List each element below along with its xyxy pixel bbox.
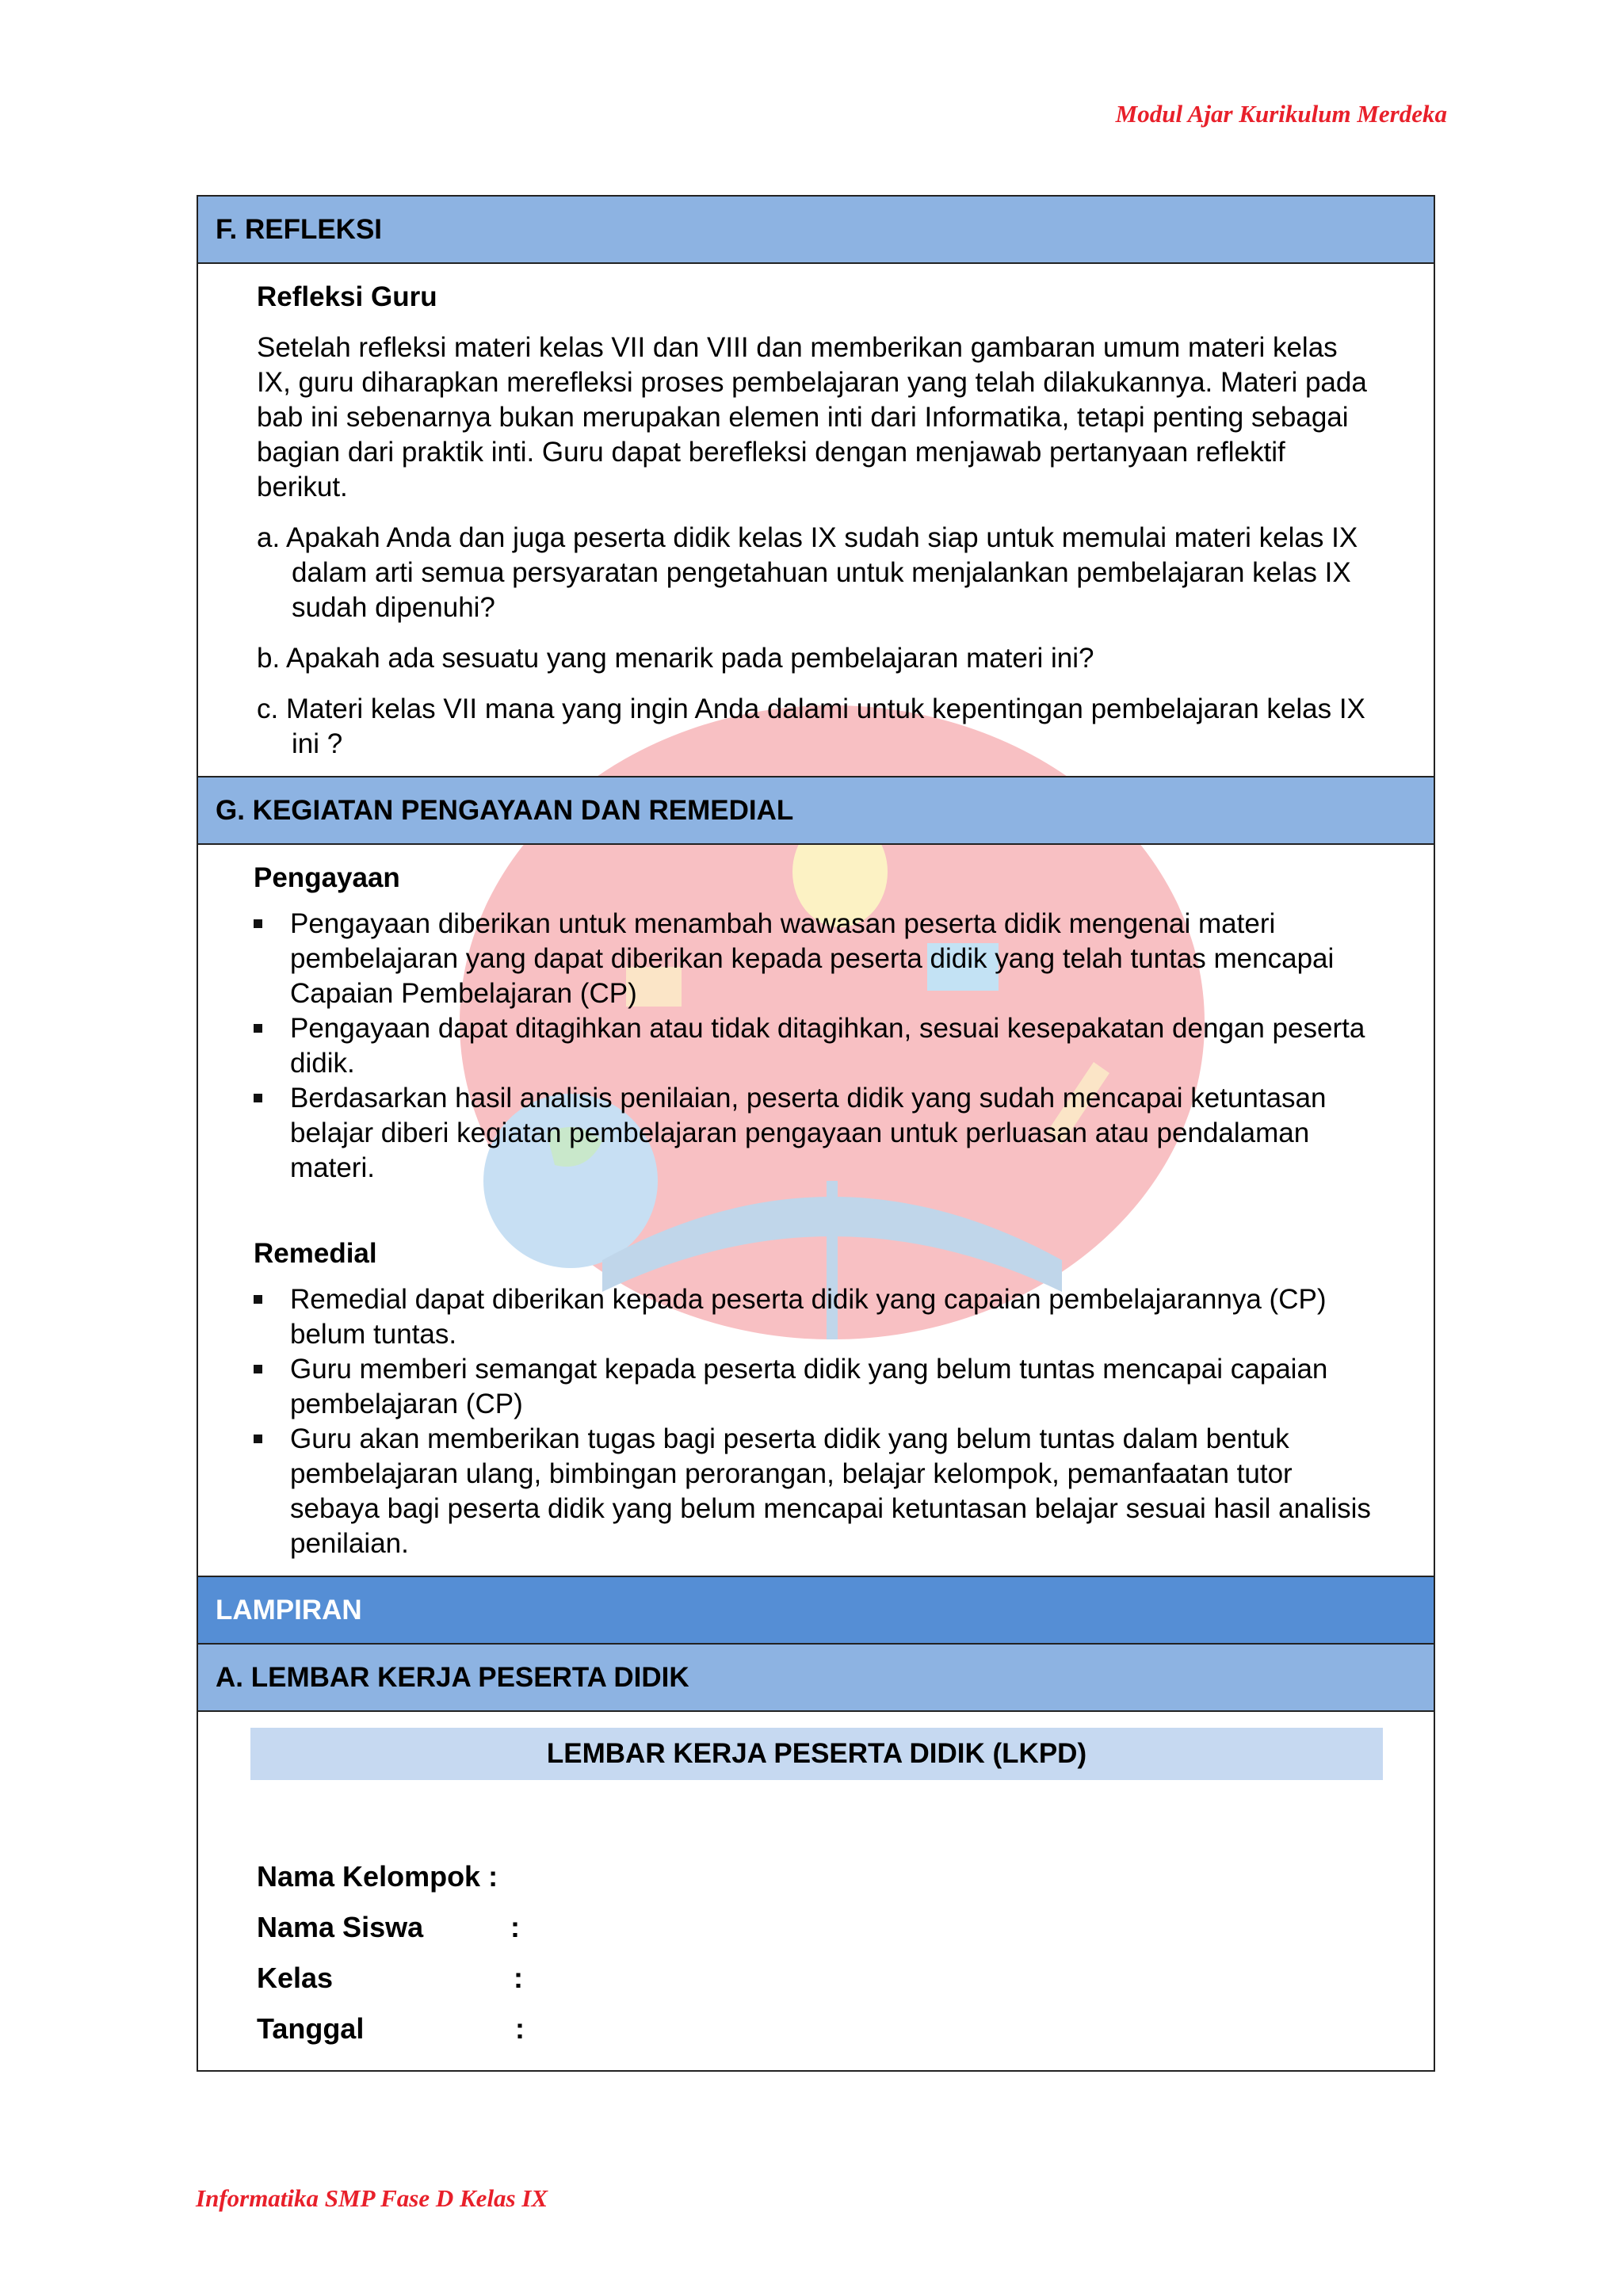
field-tanggal — [257, 2004, 1383, 2054]
pengayaan-remedial-heading: G. KEGIATAN PENGAYAAN DAN REMEDIAL — [198, 777, 1434, 845]
pengayaan-remedial-body — [198, 845, 1434, 1577]
page-footer-title: Informatika SMP Fase D Kelas IX — [196, 2184, 548, 2212]
pengayaan-item: Pengayaan diberikan untuk menambah wawasan peserta didik mengenai materi pembelajaran yang dapat diberikan kepada peserta didik yang telah tuntas mencapai Capaian Pembelajaran (CP) — [254, 907, 1378, 1011]
field-colon: : — [510, 1911, 520, 1943]
field-nama-siswa — [257, 1902, 1383, 1953]
lkpd-title-bar: LEMBAR KERJA PESERTA DIDIK (LKPD) — [250, 1728, 1383, 1780]
field-label: Nama Kelompok — [257, 1860, 481, 1893]
lkpd-section-heading: A. LEMBAR KERJA PESERTA DIDIK — [198, 1645, 1434, 1712]
refleksi-question: a. Apakah Anda dan juga peserta didik kelas IX sudah siap untuk memulai materi kelas IX dalam arti semua persyaratan pengetahuan untuk menjalankan pembelajaran kelas IX sudah dipenuhi? — [257, 522, 1358, 623]
field-colon: : — [515, 2012, 525, 2045]
page-header-title: Modul Ajar Kurikulum Merdeka — [1115, 100, 1447, 128]
field-nama-kelompok — [257, 1851, 1383, 1902]
lkpd-fields — [250, 1851, 1383, 2054]
pengayaan-title: Pengayaan — [254, 862, 400, 893]
pengayaan-item: Berdasarkan hasil analisis penilaian, peserta didik yang sudah mencapai ketuntasan belajar diberi kegiatan pembelajaran pengayaan untuk perluasan atau pendalaman materi. — [254, 1081, 1378, 1186]
field-kelas — [257, 1953, 1383, 2004]
lkpd-body — [198, 1728, 1434, 2070]
remedial-item: Guru akan memberikan tugas bagi peserta didik yang belum tuntas dalam bentuk pembelajaran ulang, bimbingan perorangan, belajar kelompok, pemanfaatan tutor sebaya bagi peserta didik yang belum mencapai ketuntasan belajar sesuai hasil analisis penilaian. — [254, 1422, 1378, 1561]
refleksi-intro: Setelah refleksi materi kelas VII dan VIII dan memberikan gambaran umum materi kelas IX, guru diharapkan merefleksi proses pembelajaran yang telah dilakukannya. Materi pada bab ini sebenarnya bukan merupakan elemen inti dari Informatika, tetapi penting sebagai bagian dari praktik inti. Guru dapat berefleksi dengan menjawab pertanyaan reflektif berikut. — [257, 332, 1367, 502]
remedial-title: Remedial — [254, 1238, 377, 1269]
lampiran-heading: LAMPIRAN — [198, 1577, 1434, 1645]
refleksi-question: c. Materi kelas VII mana yang ingin Anda dalami untuk kepentingan pembelajaran kelas IX ini ? — [257, 693, 1365, 759]
remedial-list — [254, 1282, 1378, 1561]
field-colon: : — [514, 1962, 523, 1994]
refleksi-questions — [257, 521, 1378, 762]
field-label: Tanggal — [257, 2012, 365, 2045]
pengayaan-list — [254, 907, 1378, 1186]
field-label: Kelas — [257, 1962, 334, 1994]
refleksi-body — [198, 264, 1434, 777]
field-colon: : — [488, 1860, 498, 1893]
refleksi-heading: F. REFLEKSI — [198, 197, 1434, 264]
module-table — [197, 195, 1435, 2072]
pengayaan-item: Pengayaan dapat ditagihkan atau tidak ditagihkan, sesuai kesepakatan dengan peserta didik. — [254, 1011, 1378, 1081]
refleksi-question: b. Apakah ada sesuatu yang menarik pada pembelajaran materi ini? — [257, 643, 1094, 674]
refleksi-guru-title: Refleksi Guru — [257, 281, 437, 312]
field-label: Nama Siswa — [257, 1911, 424, 1943]
remedial-item: Guru memberi semangat kepada peserta didik yang belum tuntas mencapai capaian pembelajaran (CP) — [254, 1352, 1378, 1422]
remedial-item: Remedial dapat diberikan kepada peserta didik yang capaian pembelajarannya (CP) belum tuntas. — [254, 1282, 1378, 1352]
